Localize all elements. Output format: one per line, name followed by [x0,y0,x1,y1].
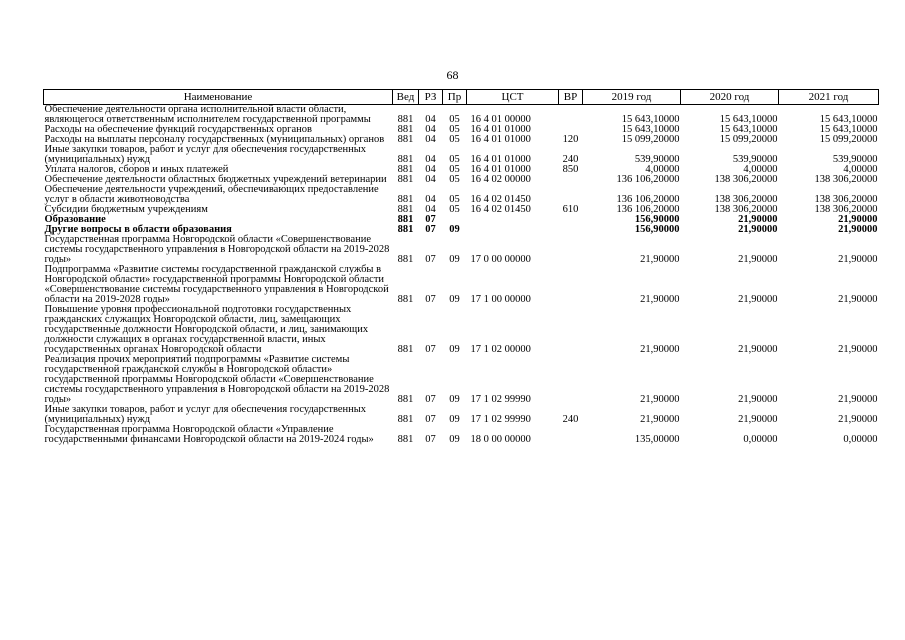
row-name: Расходы на обеспечение функций государственных органов [44,124,312,135]
row-rz: 07 [425,254,436,265]
row-rz: 07 [425,434,436,445]
row-2019: 136 106,20000 [616,204,680,215]
row-rz: 04 [425,154,436,165]
row-2019: 156,90000 [634,214,680,225]
row-name: Расходы на выплаты персоналу государственных (муниципальных) органов [44,134,385,145]
table-row [44,355,879,405]
row-2020: 21,90000 [738,294,778,305]
row-rz: 04 [425,194,436,205]
row-cst: 17 1 00 00000 [470,294,531,305]
row-rz: 07 [425,394,436,405]
table-row [44,265,879,305]
row-vr [559,305,583,355]
row-cst: 16 4 01 01000 [470,154,531,165]
row-vr [559,235,583,265]
row-cst [467,225,559,235]
column-header-vr: ВР [559,90,583,105]
column-header-2019: 2019 год [583,90,681,105]
row-cst: 17 1 02 00000 [470,344,531,355]
row-pr: 09 [449,224,460,235]
row-ved: 881 [397,124,414,135]
row-2019: 136 106,20000 [616,174,680,185]
column-header-pr: Пр [443,90,467,105]
row-vr: 850 [562,164,579,175]
table-row [44,235,879,265]
row-name: Обеспечение деятельности учреждений, обеспечивающих предоставление услуг в области животноводства [44,184,379,205]
row-cst: 17 1 02 99990 [470,394,531,405]
row-pr: 09 [449,254,460,265]
row-2019: 4,00000 [645,164,680,175]
row-name: Субсидии бюджетным учреждениям [44,204,208,215]
row-ved: 881 [397,174,414,185]
row-ved: 881 [397,164,414,175]
row-name: Иные закупки товаров, работ и услуг для обеспечения государственных (муниципальных) нужд [44,144,367,165]
budget-table [43,89,879,445]
column-header-cst: ЦСТ [467,90,559,105]
row-vr: 240 [562,154,579,165]
column-header-2020: 2020 год [681,90,779,105]
row-2020: 15 643,10000 [719,124,778,135]
row-ved: 881 [397,344,414,355]
row-ved: 881 [397,134,414,145]
row-rz: 07 [425,294,436,305]
row-2019: 135,00000 [634,434,680,445]
row-2021: 138 306,20000 [814,204,878,215]
row-rz: 04 [425,204,436,215]
row-cst: 17 0 00 00000 [470,254,531,265]
row-cst: 16 4 01 01000 [470,134,531,145]
row-2019: 15 643,10000 [621,124,680,135]
row-vr [559,355,583,405]
row-rz: 04 [425,174,436,185]
row-rz: 07 [425,414,436,425]
row-vr [559,265,583,305]
row-rz: 07 [425,214,436,225]
row-cst: 16 4 02 01450 [470,204,531,215]
column-header-ved: Вед [393,90,419,105]
table-row [44,145,879,165]
row-2019: 539,90000 [634,154,680,165]
row-2019: 21,90000 [640,344,680,355]
row-pr: 05 [449,124,460,135]
row-2019: 15 643,10000 [621,114,680,125]
table-header-row [44,90,879,105]
row-pr: 05 [449,114,460,125]
row-2021: 0,00000 [843,434,878,445]
row-cst: 16 4 01 01000 [470,124,531,135]
table-row [44,405,879,425]
row-2020: 21,90000 [738,344,778,355]
row-2021: 21,90000 [838,294,878,305]
row-pr: 05 [449,164,460,175]
page-number: 68 [446,68,459,82]
row-pr: 09 [449,434,460,445]
row-2020: 21,90000 [738,414,778,425]
row-name: Обеспечение деятельности органа исполнительной власти области, являющегося ответственным исполнителем государственной программы [44,104,371,125]
row-2019: 21,90000 [640,394,680,405]
row-name: Реализация прочих мероприятий подпрограммы «Развитие системы государственной гражданской службы в Новгородской области» государственной программы Новгородской области «Совершенствование системы государственного управления в Новгородской области на 2019-2028 годы» [44,354,390,405]
row-2020: 539,90000 [732,154,778,165]
row-cst [467,215,559,225]
row-2021: 539,90000 [832,154,878,165]
row-2020: 138 306,20000 [714,204,778,215]
row-ved: 881 [397,194,414,205]
column-header-rz: РЗ [419,90,443,105]
row-2020: 21,90000 [738,214,778,225]
row-2019: 156,90000 [634,224,680,235]
row-2021: 21,90000 [838,214,878,225]
row-ved: 881 [397,114,414,125]
row-pr: 05 [449,134,460,145]
row-vr [559,105,583,126]
row-2020: 138 306,20000 [714,194,778,205]
row-2021: 15 643,10000 [819,124,878,135]
row-vr [559,425,583,445]
row-name: Уплата налогов, сборов и иных платежей [44,164,229,175]
row-ved: 881 [397,204,414,215]
table-body [44,105,879,446]
row-2019: 136 106,20000 [616,194,680,205]
row-pr: 09 [449,294,460,305]
row-2020: 21,90000 [738,394,778,405]
row-rz: 04 [425,134,436,145]
row-vr [559,225,583,235]
row-2021: 138 306,20000 [814,174,878,185]
row-cst: 16 4 01 00000 [470,114,531,125]
row-ved: 881 [397,214,414,225]
row-rz: 04 [425,124,436,135]
row-2021: 21,90000 [838,344,878,355]
row-2021: 21,90000 [838,394,878,405]
row-vr [559,185,583,205]
row-2021: 4,00000 [843,164,878,175]
row-cst: 16 4 02 00000 [470,174,531,185]
column-header-name: Наименование [44,90,393,105]
row-vr: 240 [562,414,579,425]
row-rz: 04 [425,164,436,175]
row-pr: 09 [449,414,460,425]
table-row [44,105,879,126]
row-ved: 881 [397,434,414,445]
row-ved: 881 [397,154,414,165]
row-2019: 15 099,20000 [621,134,680,145]
row-name: Образование [44,214,106,225]
row-2019: 21,90000 [640,414,680,425]
row-pr: 05 [449,194,460,205]
row-2021: 15 099,20000 [819,134,878,145]
table-row [44,425,879,445]
row-2020: 0,00000 [743,434,778,445]
row-2019: 21,90000 [640,294,680,305]
row-rz: 07 [425,224,436,235]
row-2020: 21,90000 [738,254,778,265]
row-name: Государственная программа Новгородской области «Совершенствование системы государственного управления в Новгородской области на 2019-2028 годы» [44,234,390,265]
row-name: Государственная программа Новгородской области «Управление государственными финансами Новгородской области на 2019-2024 годы» [44,424,374,445]
row-vr: 610 [562,204,579,215]
row-name: Подпрограмма «Развитие системы государственной гражданской службы в Новгородской области» государственной программы Новгородской области «Совершенствование системы государственного управления в Новгородской области на 2019-2028 годы» [44,264,389,305]
row-ved: 881 [397,394,414,405]
row-vr [559,215,583,225]
row-pr: 09 [449,394,460,405]
row-2021: 138 306,20000 [814,194,878,205]
row-2019: 21,90000 [640,254,680,265]
row-2021: 21,90000 [838,254,878,265]
row-2020: 138 306,20000 [714,174,778,185]
row-2020: 15 099,20000 [719,134,778,145]
row-rz: 07 [425,344,436,355]
row-vr [559,175,583,185]
row-pr: 09 [449,344,460,355]
row-pr: 05 [449,174,460,185]
row-2021: 21,90000 [838,414,878,425]
row-ved: 881 [397,294,414,305]
row-name: Иные закупки товаров, работ и услуг для обеспечения государственных (муниципальных) нужд [44,404,367,425]
row-2020: 21,90000 [738,224,778,235]
column-header-2021: 2021 год [779,90,879,105]
row-cst: 16 4 01 01000 [470,164,531,175]
table-row [44,305,879,355]
row-name: Обеспечение деятельности областных бюджетных учреждений ветеринарии [44,174,387,185]
row-ved: 881 [397,224,414,235]
row-cst: 16 4 02 01450 [470,194,531,205]
table-row [44,185,879,205]
row-rz: 04 [425,114,436,125]
row-2021: 15 643,10000 [819,114,878,125]
row-pr: 05 [449,154,460,165]
row-cst: 17 1 02 99990 [470,414,531,425]
row-ved: 881 [397,414,414,425]
row-2021: 21,90000 [838,224,878,235]
row-ved: 881 [397,254,414,265]
row-name: Повышение уровня профессиональной подготовки государственных гражданских служащих Новгородской области, лиц, замещающих государственные должности Новгородской области, и лиц, занимающих должности служащих в органах государственной власти, иных государственных органах Новгородской области [44,304,369,355]
row-2020: 4,00000 [743,164,778,175]
row-name: Другие вопросы в области образования [44,224,232,235]
row-pr: 05 [449,204,460,215]
row-vr: 120 [562,134,579,145]
row-2020: 15 643,10000 [719,114,778,125]
row-cst: 18 0 00 00000 [470,434,531,445]
